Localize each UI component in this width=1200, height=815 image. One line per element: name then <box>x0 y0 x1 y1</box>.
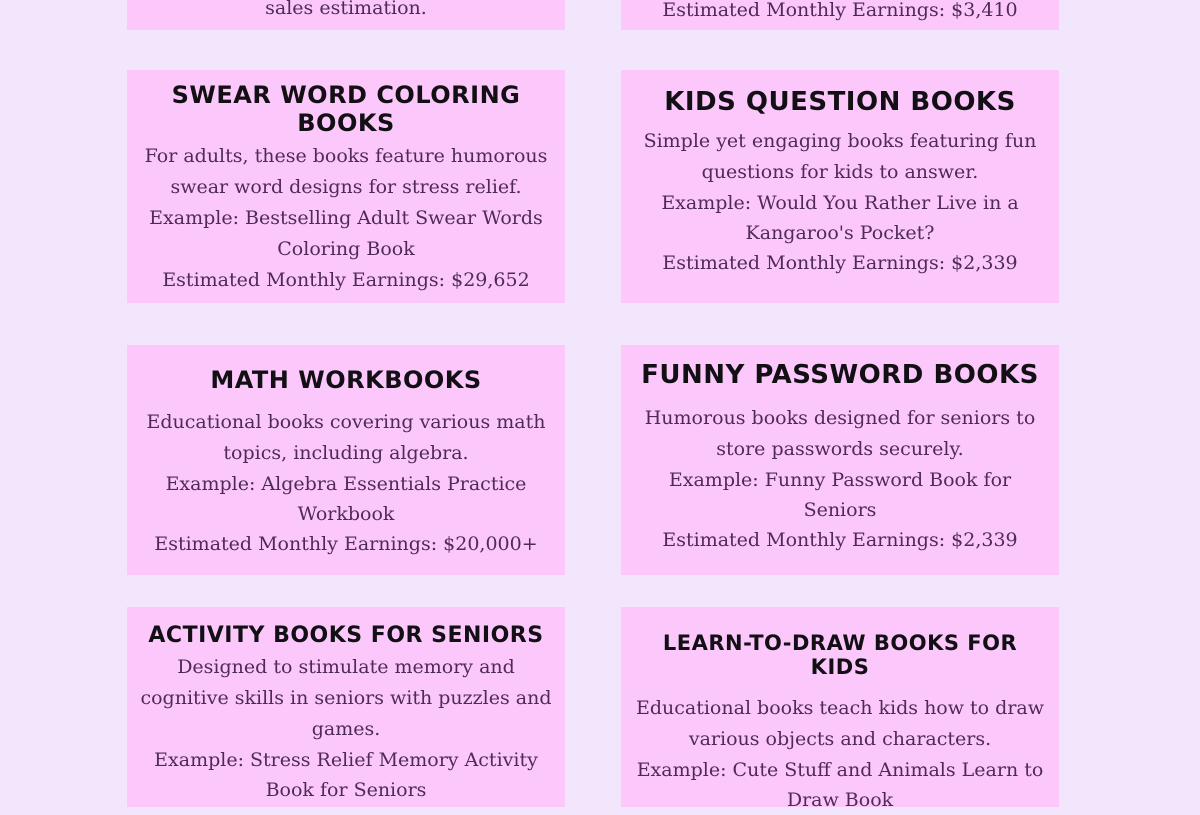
card-body: Designed to stimulate memory and cognitive skills in seniors with puzzles and games. <box>140 656 552 741</box>
card-activity-books-for-seniors <box>127 607 565 807</box>
card-body: Educational books teach kids how to draw various objects and characters. <box>635 697 1044 751</box>
card-body: Simple yet engaging books featuring fun questions for kids to answer. <box>643 129 1037 183</box>
card-body: sales estimation. <box>265 0 427 19</box>
card-example: Example: Algebra Essentials Practice Workbook <box>165 472 527 525</box>
card-earnings: Estimated Monthly Earnings: $2,339 <box>662 251 1018 274</box>
card-body: Humorous books designed for seniors to store passwords securely. <box>644 406 1036 460</box>
card-body: Educational books covering various math topics, including algebra. <box>146 410 546 464</box>
card-math-workbooks <box>127 345 565 575</box>
card-title: ACTIVITY BOOKS FOR SENIORS <box>148 623 544 648</box>
card-title: KIDS QUESTION BOOKS <box>664 87 1016 117</box>
card-example: Example: Stress Relief Memory Activity Book for Seniors <box>154 749 538 802</box>
card-top-right <box>621 0 1059 30</box>
card-earnings: Estimated Monthly Earnings: $20,000+ <box>154 532 538 555</box>
card-title: LEARN-TO-DRAW BOOKS FOR KIDS <box>662 631 1018 680</box>
card-example: Example: Funny Password Book for Seniors <box>668 468 1012 521</box>
card-kids-question-books <box>621 70 1059 303</box>
card-learn-to-draw-books-for-kids <box>621 607 1059 812</box>
card-swear-word-coloring-books <box>127 70 565 303</box>
card-example: Example: Would You Rather Live in a Kangaroo's Pocket? <box>661 191 1019 244</box>
card-funny-password-books <box>621 345 1059 575</box>
card-title: SWEAR WORD COLORING BOOKS <box>171 81 521 137</box>
card-earnings: Estimated Monthly Earnings: $29,652 <box>162 269 530 292</box>
card-top-left <box>127 0 565 30</box>
card-earnings: Estimated Monthly Earnings: $2,339 <box>662 528 1018 551</box>
card-body: For adults, these books feature humorous swear word designs for stress relief. Example: Bestselling Adult Swear Words Coloring Book <box>144 145 548 261</box>
card-example: Example: Cute Stuff and Animals Learn to Draw Book <box>636 759 1044 812</box>
card-title: MATH WORKBOOKS <box>210 366 482 394</box>
card-earnings: Estimated Monthly Earnings: $3,410 <box>662 0 1018 21</box>
card-title: FUNNY PASSWORD BOOKS <box>641 360 1039 390</box>
